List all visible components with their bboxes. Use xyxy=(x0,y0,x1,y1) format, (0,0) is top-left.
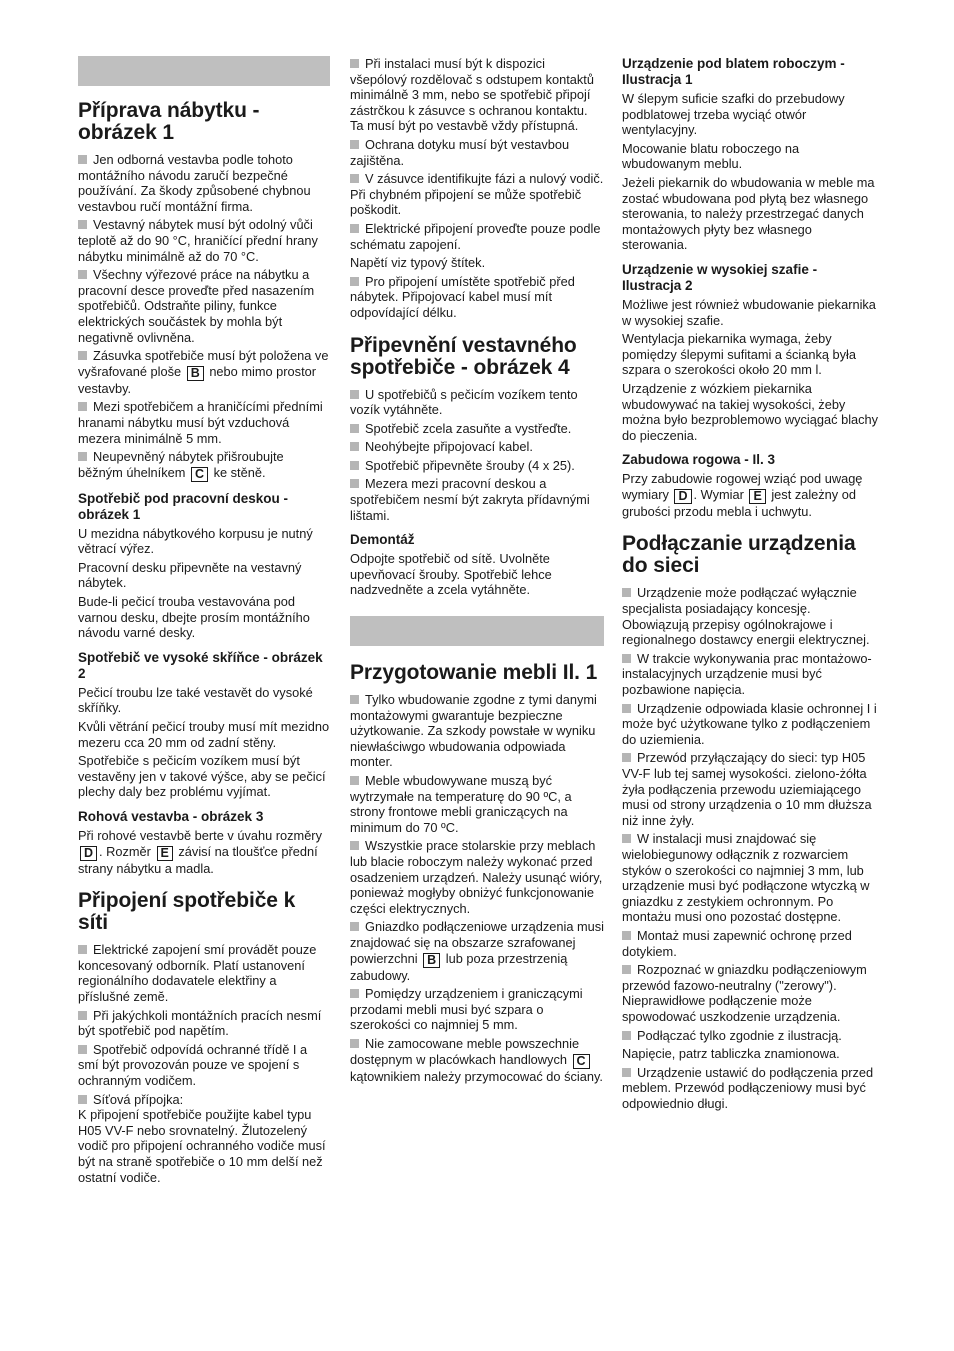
bullet-square-icon xyxy=(622,965,631,974)
section-bar xyxy=(78,56,330,86)
paragraph: Jeżeli piekarnik do wbudowania w meble ma zostać wbudowana pod płytą bez własnego sterowania, to należy przestrzegać danych montażowych płyty bez własnego sterowania. xyxy=(622,174,875,253)
bullet-item: Wszystkie prace stolarskie przy meblach lub blacie roboczym należy wykonać przed osadzeniem urządzeń. Należy usunąć wióry, ponieważ mogłyby obniżyć funkcjonowanie części elektrycznych. xyxy=(350,838,603,916)
subheading: Rohová vestavba - obrázek 3 xyxy=(78,809,264,824)
label-box-d: D xyxy=(674,489,691,504)
label-box-e: E xyxy=(157,846,173,861)
bullet-item: Podłączać tylko zgodnie z ilustracją. xyxy=(622,1028,880,1044)
section-bar xyxy=(350,616,604,646)
paragraph: Przy zabudowie rogowej wziąć pod uwagę wymiary D . Wymiar E jest zależny od grubości przodu mebla i uchwytu. xyxy=(622,471,863,519)
paragraph: Możliwe jest również wbudowanie piekarnika w wysokiej szafie. xyxy=(622,296,876,328)
paragraph: Urządzenie z wózkiem piekarnika wbudowywać na takiej wysokości, żeby można było bezproblemowo wyciągać blachy do pieczenia. xyxy=(622,380,879,443)
bullet-square-icon xyxy=(350,424,359,433)
column-2 xyxy=(350,56,604,1087)
paragraph: Mocowanie blatu roboczego na wbudowanym meblu. xyxy=(622,140,800,172)
bullet-square-icon xyxy=(622,1068,631,1077)
heading-pripevneni: Připevnění vestavného spotřebiče - obrázek 4 xyxy=(350,333,577,379)
bullet-square-icon xyxy=(622,753,631,762)
paragraph: U mezidna nábytkového korpusu je nutný větrací výřez. xyxy=(78,525,313,557)
bullet-item: Pomiędzy urządzeniem i graniczącymi przodami mebli musi być szpara o szerokości co najmniej 5 mm. xyxy=(350,986,583,1033)
label-box-b: B xyxy=(423,953,440,968)
bullet-square-icon xyxy=(78,1011,87,1020)
subheading: Spotřebič pod pracovní deskou - obrázek 1 xyxy=(78,490,289,522)
subheading: Zabudowa rogowa - Il. 3 xyxy=(622,452,776,468)
bullet-square-icon xyxy=(350,59,359,68)
bullet-square-icon xyxy=(78,155,87,164)
bullet-item: Przewód przyłączający do sieci: typ H05 VV-F lub tej samej wysokości. zielono-żółta żyła podłączenia przewodu uziemiającego musi od strony urządzenia o 10 mm dłuższa niż inne żyły. xyxy=(622,750,872,828)
bullet-square-icon xyxy=(350,140,359,149)
bullet-item: Elektrické připojení proveďte pouze podle schématu zapojení. xyxy=(350,220,601,252)
paragraph: Kvůli větrání pečicí trouby musí mít mezidno mezeru cca 20 mm od zadní stěny. xyxy=(78,719,330,750)
bullet-square-icon xyxy=(350,224,359,233)
paragraph: Při rohové vestavbě berte v úvahu rozměry D . Rozměr E závisí na tloušťce přední strany nábytku a madla. xyxy=(78,828,322,876)
bullet-item: Vestavný nábytek musí být odolný vůči teplotě až do 90 °C, hraničící přední hrany nábytku minimálně až do 70 °C. xyxy=(78,217,318,264)
bullet-item: Elektrické zapojení smí provádět pouze koncesovaný odborník. Platí ustanovení regionálního dodavatele elektřiny a příslušné zemĕ. xyxy=(78,942,317,1004)
bullet-square-icon xyxy=(78,945,87,954)
bullet-item: Při jakýchkoli montážních pracích nesmí být spotřebič pod napětím. xyxy=(78,1007,322,1039)
bullet-square-icon xyxy=(78,1045,87,1054)
bullet-square-icon xyxy=(350,695,359,704)
bullet-item: Jen odborná vestavba podle tohoto montážního návodu zaručí bezpečné používání. Za škody způsobené chybnou vestavbou ručí montážní firma. xyxy=(78,152,311,214)
subheading: Spotřebič ve vysoké skříňce - obrázek 2 xyxy=(78,649,323,681)
bullet-item: Pro připojení umístěte spotřebič před nábytek. Připojovací kabel musí mít odpovídající délku. xyxy=(350,273,575,320)
bullet-item: Montaż musi zapewnić ochronę przed dotykiem. xyxy=(622,927,852,959)
label-box-c: C xyxy=(573,1054,590,1069)
paragraph: Pečicí troubu lze také vestavět do vysoké skříňky. xyxy=(78,684,313,716)
paragraph: W ślepym suficie szafki do przebudowy podblatowej trzeba wyciąć otwór wentylacyjny. xyxy=(622,91,845,138)
bullet-item: Rozpoznać w gniazdku podłączeniowym przewód fazowo-neutralny ("zerowy"). Nieprawidłowe podłączenie może spowodować uszkodzenie urządzenia. xyxy=(622,962,867,1024)
bullet-item: V zásuvce identifikujte fázi a nulový vodič. Při chybném připojení se může spotřebič poškodit. xyxy=(350,171,604,218)
heading-priprava-nabytku: Příprava nábytku - obrázek 1 xyxy=(78,99,260,144)
bullet-item: Gniazdko podłączeniowe urządzenia musi znajdować się na obszarze szrafowanej powierzchni B lub poza przestrzenią zabudowy. xyxy=(350,919,605,983)
paragraph: Odpojte spotřebič od sítě. Uvolněte upevňovací šrouby. Spotřebič lehce nadzvedněte a zcela vytáhněte. xyxy=(350,551,552,598)
heading-przygotowanie-mebli: Przygotowanie mebli Il. 1 xyxy=(350,661,598,685)
bullet-square-icon xyxy=(350,174,359,183)
subheading: Urządzenie w wysokiej szafie - Ilustracja 2 xyxy=(622,261,818,293)
bullet-square-icon xyxy=(78,220,87,229)
bullet-square-icon xyxy=(350,922,359,931)
bullet-item: Meble wbudowywane muszą być wytrzymałe na temperaturę do 90 ºC, a strony frontowe mebli graniczących na minimum do 70 ºC. xyxy=(350,773,572,835)
bullet-item: Neupevněný nábytek přišroubujte běžným úhelníkem C ke stěně. xyxy=(78,449,284,481)
bullet-item: Zásuvka spotřebiče musí být položena ve vyšrafované ploše B nebo mimo prostor vestavby. xyxy=(78,348,329,396)
bullet-item: Nie zamocowane meble powszechnie dostępnym w placówkach handlowych C kątownikiem należy przymocować do ściany. xyxy=(350,1035,603,1084)
paragraph: Napięcie, patrz tabliczka znamionowa. xyxy=(622,1046,840,1062)
bullet-square-icon xyxy=(350,1039,359,1048)
bullet-item: Urządzenie może podłączać wyłącznie specjalista posiadający koncesję. Obowiązują przepisy ogólnokrajowe i regionalnego dostawcy energii elektrycznej. xyxy=(622,585,870,648)
label-box-b: B xyxy=(187,366,204,381)
bullet-item: W instalacji musi znajdować się wielobiegunowy odłącznik z rozwarciem styków o szerokości co najmniej 3 mm, lub urządzenie musi być podłączone wtyczką w gniazdku z zestykiem ochronnym. Po montażu musi ono pozostać dostępne. xyxy=(622,831,870,925)
column-3 xyxy=(622,56,880,1114)
bullet-item: W trakcie wykonywania prac montażowo-instalacyjnych urządzenie musi być pozbawione napięcia. xyxy=(622,650,872,698)
bullet-item: Spotřebič zcela zasuňte a vystřeďte. xyxy=(350,421,604,437)
bullet-item: Urządzenie odpowiada klasie ochronnej I i może być użytkowane tylko z podłączeniem do uziemienia. xyxy=(622,700,877,747)
bullet-square-icon xyxy=(622,704,631,713)
label-box-e: E xyxy=(749,489,765,504)
bullet-item: Při instalaci musí být k dispozici všepólový rozdělovač s odstupem kontaktů minimálně 3 mm, nebo se spotřebič připojí zástrčkou k zásuvce s ochranou kontaktu. Ta musí být po vestavbě vždy přístupná. xyxy=(350,56,594,134)
bullet-item: Mezi spotřebičem a hraničícími předními hranami nábytku musí být vzduchová mezera minimálně 5 mm. xyxy=(78,399,323,446)
bullet-square-icon xyxy=(350,479,359,488)
bullet-item: Všechny výřezové práce na nábytku a pracovní desce proveďte před nasazením spotřebičů. Odstraňte piliny, funkce elektrických součástek by mohla být negativně ovlivněna. xyxy=(78,267,315,345)
bullet-item: U spotřebičů s pečicím vozíkem tento vozík vytáhněte. xyxy=(350,386,578,418)
paragraph: Bude-li pečicí trouba vestavována pod varnou desku, dbejte prosím montážního návodu varné desky. xyxy=(78,594,310,641)
bullet-item: Síťová přípojka: xyxy=(78,1092,330,1108)
bullet-square-icon xyxy=(78,1095,87,1104)
bullet-square-icon xyxy=(350,989,359,998)
paragraph: Napětí viz typový štítek. xyxy=(350,255,486,271)
paragraph: Pracovní desku připevněte na vestavný nábytek. xyxy=(78,559,302,591)
bullet-square-icon xyxy=(78,270,87,279)
bullet-square-icon xyxy=(622,1031,631,1040)
column-1 xyxy=(78,56,330,1188)
heading-podlaczanie: Podłączanie urządzenia do sieci xyxy=(622,532,856,578)
subheading: Urządzenie pod blatem roboczym - Ilustracja 1 xyxy=(622,56,845,87)
paragraph: Spotřebiče s pečicím vozíkem musí být vestavěny jen v takové výšce, aby se pečicí plechy daly bez problému vyjímat. xyxy=(78,753,326,800)
label-box-d: D xyxy=(80,846,97,861)
bullet-item: Neohýbejte připojovací kabel. xyxy=(350,439,604,455)
bullet-item: Tylko wbudowanie zgodne z tymi danymi montażowymi gwarantuje bezpieczne użytkowanie. Za szkody powstałe w wyniku niewłaściwgo wbudowania odpowiada monter. xyxy=(350,692,597,770)
bullet-square-icon xyxy=(622,931,631,940)
bullet-square-icon xyxy=(622,654,631,663)
paragraph: Wentylacja piekarnika wymaga, żeby pomiędzy ślepymi sufitami a ścianką była szpara o szerokości około 20 mm l. xyxy=(622,331,856,378)
label-box-c: C xyxy=(191,467,208,482)
bullet-square-icon xyxy=(350,461,359,470)
bullet-square-icon xyxy=(350,442,359,451)
bullet-item: Spotřebič připevněte šrouby (4 x 25). xyxy=(350,458,604,474)
bullet-square-icon xyxy=(622,588,631,597)
heading-pripojeni: Připojení spotřebiče k síti xyxy=(78,889,296,935)
bullet-square-icon xyxy=(350,841,359,850)
bullet-item: Ochrana dotyku musí být vestavbou zajištěna. xyxy=(350,136,570,168)
bullet-square-icon xyxy=(350,390,359,399)
bullet-square-icon xyxy=(78,351,87,360)
bullet-square-icon xyxy=(78,452,87,461)
bullet-square-icon xyxy=(78,402,87,411)
bullet-square-icon xyxy=(350,277,359,286)
bullet-item: Urządzenie ustawić do podłączenia przed meblem. Przewód podłączeniowy musi być odpowiednio długi. xyxy=(622,1064,874,1111)
bullet-square-icon xyxy=(350,776,359,785)
bullet-square-icon xyxy=(622,834,631,843)
bullet-item: Mezera mezi pracovní deskou a spotřebičem nesmí být zakryta přídavnými lištami. xyxy=(350,476,590,523)
bullet-item: Spotřebič odpovídá ochranné třídě I a smí být provozován pouze ve spojení s ochranným vodičem. xyxy=(78,1041,308,1088)
paragraph: K připojení spotřebiče použijte kabel typu H05 VV-F nebo srovnatelný. Žlutozelený vodič pro připojení ochranného vodiče musí být na straně spotřebiče o 10 mm delší než ostatní vodiče. xyxy=(78,1107,326,1185)
subheading: Demontáž xyxy=(350,532,415,548)
